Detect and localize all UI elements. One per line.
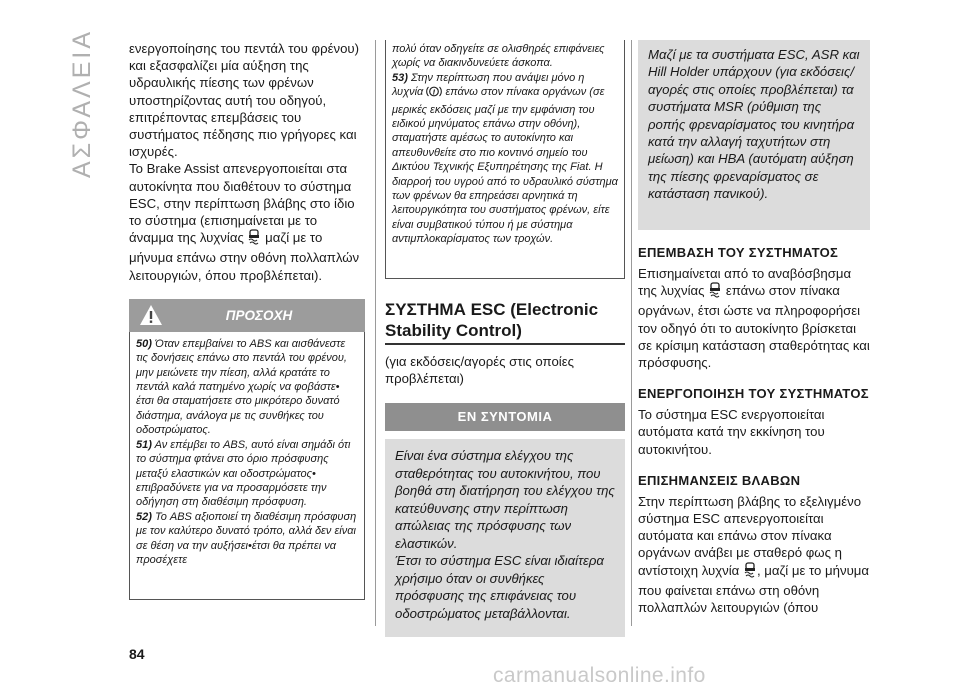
section-side-title: ΑΣΦΑΛΕΙΑ xyxy=(68,28,96,178)
paragraph-activation: Το σύστημα ESC ενεργοποιείται αυτόματα κατά την εκκίνηση του αυτοκινήτου. xyxy=(638,407,825,457)
paragraph-faults xyxy=(638,493,870,616)
warning-item-52 xyxy=(136,510,358,568)
column-1 xyxy=(129,40,365,600)
warning-title: ΠΡΟΣΟΧΗ xyxy=(225,307,293,323)
section-title-esc: ΣΥΣΤΗΜΑ ESC (Electronic Stability Control) xyxy=(385,299,625,345)
paragraph-brake-assist-intro: ενεργοποίησης του πεντάλ του φρένου) και εξασφαλίζει μία αύξηση της υδραυλικής πίεσης των φρένων υποστηρίζοντας αυτή του οδηγού, επιτρέποντας επεμβάσεις του συστήματος πέδησης πιο γρήγορες και ισχυρές. xyxy=(129,41,360,160)
warning-item-51 xyxy=(136,438,358,510)
svg-text:!: ! xyxy=(432,88,437,97)
column-divider xyxy=(375,40,376,626)
warning-text: Αν επέμβει το ABS, αυτό είναι σημάδι ότι το σύστημα φτάνει στο όριο πρόσφυσης μεταξύ ελαστικών και οδοστρώματος• επιβραδύνετε για να προσαρμόσετε την οδήγηση στη διαθέσιμη πρόσφυση. xyxy=(136,438,351,509)
summary-paragraph-2: Έτσι το σύστημα ESC είναι ιδιαίτερα χρήσιμο όταν οι συνθήκες πρόσφυσης της επιφάνειας του οδοστρώματος μεταβάλλονται. xyxy=(395,553,604,621)
esc-car-skid-icon xyxy=(247,229,261,249)
warning-number: 53) xyxy=(392,71,408,84)
warning-text: Όταν επεμβαίνει το ABS και αισθάνεστε τις δονήσεις επάνω στο πεντάλ του φρένου, μην μειώνετε την πίεση, αλλά κρατάτε το πεντάλ καλά πατημένο χωρίς να φοβάστε• έτσι θα σταματήσετε στο μικρότερο δυνατό διάστημα, ανάλογα με τις συνθήκες του οδοστρώματος. xyxy=(136,337,347,437)
warning-item-50 xyxy=(136,337,358,438)
warning-text: Το ABS αξιοποιεί τη διαθέσιμη πρόσφυση με τον καλύτερο δυνατό τρόπο, αλλά δεν είναι σε θέση να την αυξήσει•έτσι θα πρέπει να προσέχετε xyxy=(136,510,357,566)
paragraph-text-b: , μαζί με το μήνυμα που φαίνεται επάνω στη οθόνη πολλαπλών λειτουργιών (όπου xyxy=(638,562,870,616)
warning-header xyxy=(129,299,365,332)
paragraph-brake-assist-esc xyxy=(129,160,365,283)
paragraph-text-a: Στην περίπτωση βλάβης το εξελιγμένο σύστημα ESC απενεργοποιείται αυτόματα και επάνω στον πίνακα οργάνων ανάβει με σταθερό φως η αντίστοιχη λυχνία xyxy=(638,493,862,578)
paragraph-text-b: επάνω στον πίνακα οργάνων, έτσι ώστε να πληροφορήσει τον οδηγό ότι το αυτοκίνητο βρίσκεται σε κρίσιμη κατάσταση σταθερότητας και πρόσφυσης. xyxy=(638,283,870,371)
esc-car-skid-icon xyxy=(743,562,757,582)
column-2 xyxy=(385,40,625,637)
warning-box xyxy=(129,332,365,600)
warning-box-continued xyxy=(385,40,625,279)
page-number: 84 xyxy=(129,646,145,662)
brake-warning-icon xyxy=(426,85,442,102)
heading-system-intervention: ΕΠΕΜΒΑΣΗ ΤΟΥ ΣΥΣΤΗΜΑΤΟΣ xyxy=(638,245,839,260)
warning-number: 52) xyxy=(136,510,152,523)
paragraph-text-a: Επισημαίνεται από το αναβόσβησμα της λυχνίας xyxy=(638,266,852,299)
warning-text-b: επάνω στον πίνακα οργάνων (σε μερικές εκδόσεις μαζί με την εμφάνιση του ειδικού μηνύματος επάνω στην οθόνη), σταματήστε αμέσως το αυτοκίνητο και απευθυνθείτε στο πιο κοντινό σημείο του Δικτύου Τεχνικής Εξυπηρέτησης της Fiat. Η διαρροή του υγρού από το υδραυλικό σύστημα των φρένων θα επηρεάσει αρνητικά τη λειτουργικότητα του συστήματος φρένων, είτε είναι συμβατικού τύπου ή με σύστημα αντιμπλοκαρίσματος των τροχών. xyxy=(392,86,618,246)
systems-note-text: Μαζί με τα συστήματα ESC, ASR και Hill Holder υπάρχουν (για εκδόσεις/αγορές στις οποίες προβλέπεται) τα συστήματα MSR (ρύθμιση της ροπής φρεναρίσματος του κινητήρα κατά την αλλαγή ταχυτήτων στη μείωση) και HBA (αυτόματη αύξηση της πίεσης φρεναρίσματος σε κατάσταση πανικού). xyxy=(648,47,860,202)
heading-fault-indications: ΕΠΙΣΗΜΑΝΣΕΙΣ ΒΛΑΒΩΝ xyxy=(638,472,801,488)
summary-box xyxy=(385,439,625,637)
column-3 xyxy=(638,40,870,616)
paragraph-intervention xyxy=(638,265,870,371)
summary-header: ΕΝ ΣΥΝΤΟΜΙΑ xyxy=(385,403,625,431)
warning-item-53 xyxy=(392,71,618,247)
systems-note-box xyxy=(638,40,870,230)
paragraph-text-a: Το Brake Assist απενεργοποιείται στα αυτοκίνητα που διαθέτουν το σύστημα ESC, στην περίπτωση βλάβης στο ίδιο το σύστημα (επισημαίνεται με το άναμμα της λυχνίας xyxy=(129,161,355,246)
summary-paragraph-1: Είναι ένα σύστημα ελέγχου της σταθερότητας του αυτοκινήτου, που βοηθά στη διατήρηση του ελέγχου της κατεύθυνσης στην περίπτωση απώλειας της πρόσφυσης των ελαστικών. xyxy=(395,448,615,551)
warning-number: 51) xyxy=(136,438,152,451)
paragraph-text-b: μαζί με το μήνυμα επάνω στην οθόνη πολλαπλών λειτουργιών, όπου προβλέπεται). xyxy=(129,230,360,283)
esc-car-skid-icon xyxy=(708,282,722,302)
warning-text-a: Στην περίπτωση που ανάψει μόνο η λυχνία xyxy=(392,71,585,99)
warning-continued-text: πολύ όταν οδηγείτε σε ολισθηρές επιφάνειες χωρίς να διακινδυνεύετε άσκοπα. xyxy=(392,43,605,70)
warning-number: 50) xyxy=(136,337,152,350)
column-divider xyxy=(631,40,632,626)
section-caption: (για εκδόσεις/αγορές στις οποίες προβλέπεται) xyxy=(385,354,574,387)
heading-system-activation: ΕΝΕΡΓΟΠΟΙΗΣΗ ΤΟΥ ΣΥΣΤΗΜΑΤΟΣ xyxy=(638,386,869,402)
watermark: carmanualsonline.info xyxy=(493,664,706,687)
